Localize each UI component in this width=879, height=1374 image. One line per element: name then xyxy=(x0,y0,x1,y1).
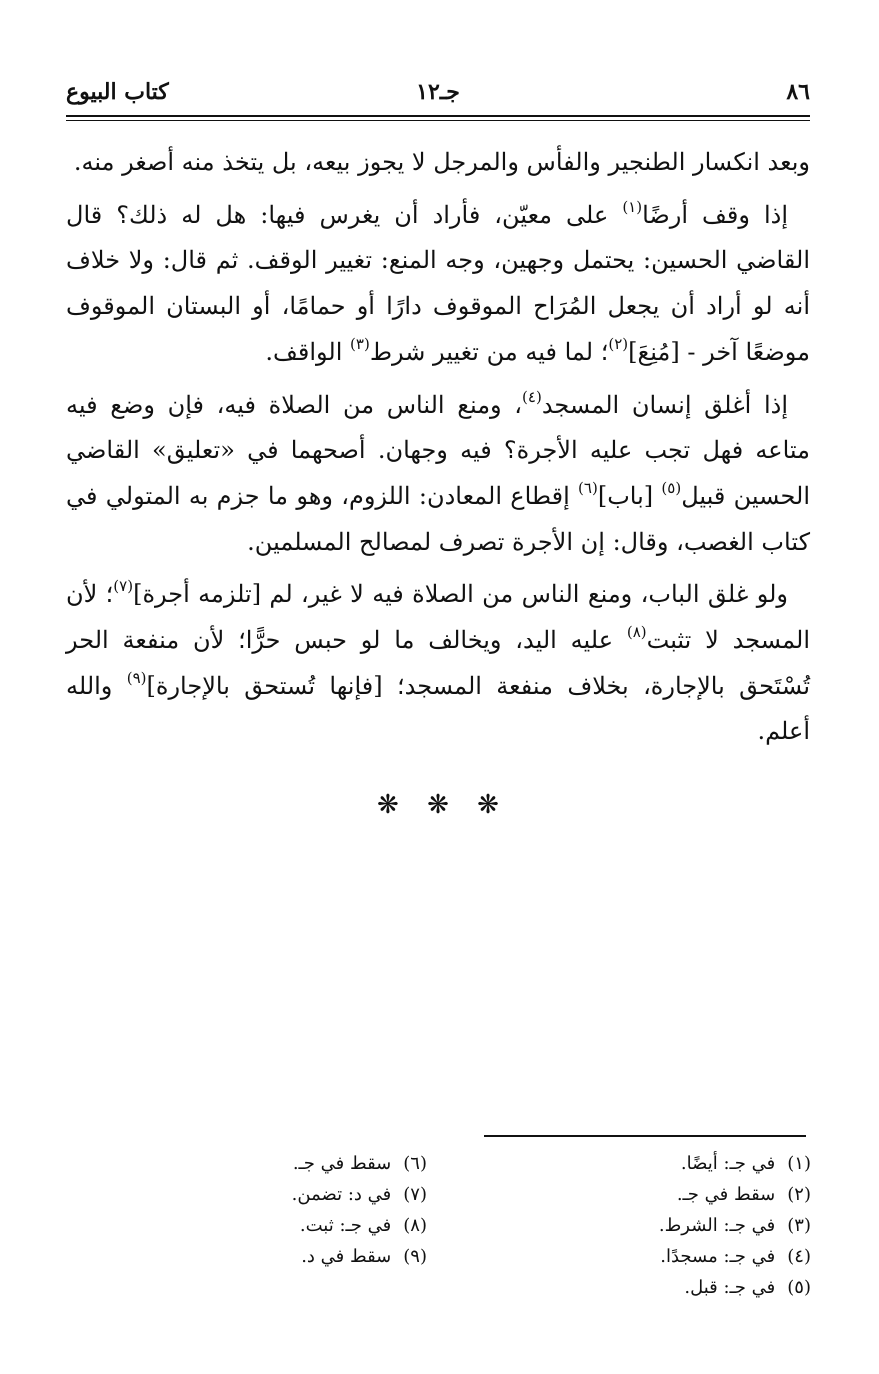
footnote xyxy=(511,1148,811,1179)
footnote-text: في جـ: ثبت. xyxy=(299,1215,392,1236)
footnote-number: (٨) xyxy=(403,1215,427,1236)
footnote-text: سقط في جـ. xyxy=(292,1153,392,1174)
footnote xyxy=(511,1210,811,1241)
footnote-text: في جـ: الشرط. xyxy=(658,1215,776,1236)
header-rule-thin xyxy=(66,120,810,121)
footnote xyxy=(187,1179,427,1210)
page-number: ٨٦ xyxy=(786,79,810,105)
footnote-rule xyxy=(484,1135,806,1137)
footnote-text: سقط في جـ. xyxy=(676,1184,776,1205)
footnote-number: (٢) xyxy=(787,1184,811,1205)
paragraph-text: ؛ لما فيه من تغيير شرط xyxy=(369,337,609,366)
footnote-number: (٩) xyxy=(403,1246,427,1267)
paragraph-text: ، ومنع الناس من الصلاة فيه، فإن وضع فيه متاعه فهل تجب عليه الأجرة؟ فيه وجهان. أصحهما في «تعليق» القاضي الحسين قبيل xyxy=(66,390,811,510)
paragraph-text: على معيّن، فأراد أن يغرس فيها: هل له ذلك؟ قال القاضي الحسين: يحتمل وجهين، وجه المنع: تغيير الوقف. ثم قال: ولا خلاف أنه لو أراد أن يجعل المُرَاح الموقوف دارًا أو حمامًا، أو البستان الموقوف موضعًا آخر - [مُنِعَ] xyxy=(66,200,810,366)
volume-number: جـ١٢ xyxy=(416,79,460,105)
paragraph-text: إقطاع المعادن: اللزوم، وهو ما جزم به المتولي في كتاب الغصب، وقال: إن الأجرة تصرف لمصالح المسلمين. xyxy=(66,481,810,556)
section-separator: ❋ ❋ ❋ xyxy=(377,790,499,820)
main-text xyxy=(66,140,810,762)
paragraph-text: ؛ لأن المسجد لا تثبت xyxy=(66,580,811,655)
footnote xyxy=(511,1272,811,1303)
footnote xyxy=(187,1210,427,1241)
paragraph-text: الواقف. xyxy=(265,337,351,366)
footnote-number: (٤) xyxy=(787,1246,811,1267)
footnote-text: في د: تضمن. xyxy=(291,1184,392,1205)
footnote-text: في جـ: أيضًا. xyxy=(680,1153,776,1174)
footnotes-right-column xyxy=(511,1148,811,1303)
footnote-ref: (٤) xyxy=(522,387,542,406)
footnote xyxy=(511,1179,811,1210)
footnote xyxy=(511,1241,811,1272)
footnotes-left-column xyxy=(187,1148,427,1272)
footnote-ref: (٨) xyxy=(626,623,647,642)
footnote-number: (٣) xyxy=(787,1215,811,1236)
footnote-number: (٧) xyxy=(403,1184,427,1205)
footnote-ref: (١) xyxy=(622,197,643,216)
paragraph-4 xyxy=(66,572,810,755)
paragraph-3 xyxy=(66,383,810,566)
footnote-text: في جـ: قبل. xyxy=(684,1277,776,1298)
paragraph-1 xyxy=(66,140,810,186)
running-header xyxy=(66,72,810,112)
book-title: كتاب البيوع xyxy=(66,79,169,105)
footnote-ref: (٥) xyxy=(661,478,682,497)
paragraph-text: وبعد انكسار الطنجير والفأس والمرجل لا يجوز بيعه، بل يتخذ منه أصغر منه. xyxy=(73,148,810,176)
footnote-number: (٦) xyxy=(403,1153,427,1174)
paragraph-text: إذا وقف أرضًا xyxy=(642,200,789,229)
footnote-ref: (٢) xyxy=(608,334,629,353)
footnote-number: (٥) xyxy=(787,1277,811,1298)
paragraph-2 xyxy=(66,193,810,376)
header-rule-thick xyxy=(66,115,810,117)
footnote-text: سقط في د. xyxy=(301,1246,392,1267)
footnote-ref: (٧) xyxy=(113,577,134,596)
footnote xyxy=(187,1148,427,1179)
footnote-number: (١) xyxy=(787,1153,811,1174)
footnote xyxy=(187,1241,427,1272)
footnote-ref: (٩) xyxy=(126,668,147,687)
paragraph-text: إذا أغلق إنسان المسجد xyxy=(541,390,789,419)
footnote-ref: (٦) xyxy=(578,478,598,497)
paragraph-text: عليه اليد، ويخالف ما لو حبس حرًّا؛ لأن منفعة الحر تُسْتَحق بالإجارة، بخلاف منفعة المسجد؛ [فإنها تُستحق بالإجارة] xyxy=(66,626,810,700)
paragraph-text: [باب] xyxy=(597,481,662,510)
paragraph-text: والله أعلم. xyxy=(66,671,810,746)
footnote-ref: (٣) xyxy=(350,334,370,353)
footnote-text: في جـ: مسجدًا. xyxy=(660,1246,776,1267)
paragraph-text: ولو غلق الباب، ومنع الناس من الصلاة فيه لا غير، لم [تلزمه أجرة] xyxy=(133,580,789,609)
